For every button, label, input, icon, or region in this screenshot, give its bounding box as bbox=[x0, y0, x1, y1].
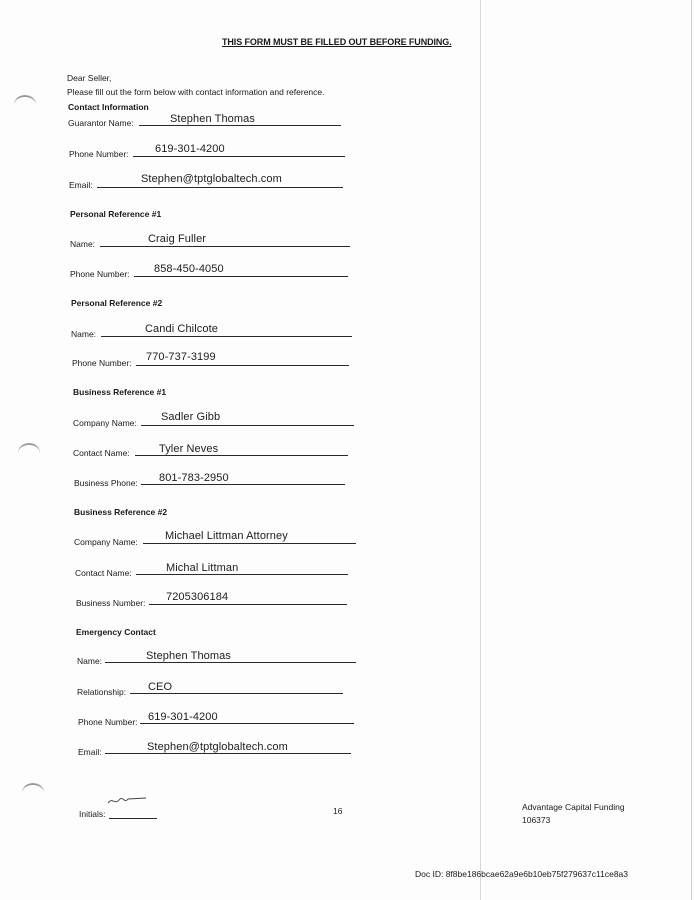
emergency-phone-label: Phone Number: bbox=[78, 717, 138, 727]
personal1-name-line bbox=[100, 246, 350, 247]
emergency-relationship-field[interactable]: CEO bbox=[148, 681, 173, 693]
binder-hole-top bbox=[14, 95, 36, 115]
business1-contact-line bbox=[135, 455, 348, 456]
personal1-phone-field[interactable]: 858-450-4050 bbox=[154, 263, 224, 275]
personal1-phone-label: Phone Number: bbox=[70, 269, 130, 279]
contact-phone-label: Phone Number: bbox=[69, 149, 129, 159]
emergency-phone-line bbox=[140, 723, 354, 724]
emergency-name-line bbox=[105, 662, 356, 663]
page-number: 16 bbox=[333, 806, 343, 816]
emergency-phone-field[interactable]: 619-301-4200 bbox=[148, 711, 218, 723]
form-title: THIS FORM MUST BE FILLED OUT BEFORE FUNDING. bbox=[222, 37, 452, 47]
section-heading-business-1: Business Reference #1 bbox=[73, 387, 167, 397]
business1-phone-field[interactable]: 801-783-2950 bbox=[159, 472, 229, 484]
business1-company-field[interactable]: Sadler Gibb bbox=[161, 411, 221, 423]
personal1-name-label: Name: bbox=[70, 239, 96, 249]
binder-hole-middle bbox=[18, 443, 40, 463]
instruction: Please fill out the form below with contact information and reference. bbox=[67, 87, 325, 97]
section-heading-personal-1: Personal Reference #1 bbox=[70, 209, 162, 219]
business2-contact-line bbox=[136, 574, 348, 575]
doc-id: Doc ID: 8f8be186bcae62a9e6b10eb75f279637c11ce8a3 bbox=[415, 869, 628, 879]
emergency-name-label: Name: bbox=[77, 656, 103, 666]
initials-field[interactable] bbox=[109, 818, 157, 819]
contact-phone-line bbox=[133, 156, 345, 157]
initials-label: Initials: bbox=[79, 809, 106, 819]
personal2-phone-label: Phone Number: bbox=[72, 358, 132, 368]
emergency-name-field[interactable]: Stephen Thomas bbox=[146, 650, 231, 662]
emergency-relationship-line bbox=[130, 693, 343, 694]
contact-email-field[interactable]: Stephen@tptglobaltech.com bbox=[141, 173, 282, 185]
business2-number-field[interactable]: 7205306184 bbox=[166, 591, 229, 603]
footer-company-id: 106373 bbox=[522, 815, 551, 825]
business2-contact-field[interactable]: Michal Littman bbox=[166, 562, 239, 574]
personal1-phone-line bbox=[134, 276, 348, 277]
emergency-relationship-label: Relationship: bbox=[77, 687, 127, 697]
section-heading-emergency: Emergency Contact bbox=[76, 627, 156, 637]
emergency-email-line bbox=[105, 753, 351, 754]
business1-company-label: Company Name: bbox=[73, 418, 137, 428]
business2-number-line bbox=[149, 604, 347, 605]
business2-number-label: Business Number: bbox=[76, 598, 146, 608]
page-fold-line bbox=[480, 0, 481, 900]
personal1-name-field[interactable]: Craig Fuller bbox=[148, 233, 207, 245]
contact-email-label: Email: bbox=[69, 180, 93, 190]
business1-phone-line bbox=[141, 484, 345, 485]
personal2-name-label: Name: bbox=[71, 329, 97, 339]
section-heading-personal-2: Personal Reference #2 bbox=[71, 298, 163, 308]
emergency-email-label: Email: bbox=[78, 747, 102, 757]
section-heading-business-2: Business Reference #2 bbox=[74, 507, 168, 517]
personal2-phone-line bbox=[136, 365, 349, 366]
business2-company-line bbox=[143, 543, 356, 544]
emergency-email-field[interactable]: Stephen@tptglobaltech.com bbox=[147, 741, 288, 753]
business1-contact-field[interactable]: Tyler Neves bbox=[159, 443, 219, 455]
contact-phone-field[interactable]: 619-301-4200 bbox=[155, 143, 225, 155]
page-edge bbox=[691, 0, 692, 900]
business1-phone-label: Business Phone: bbox=[74, 478, 138, 488]
personal2-name-field[interactable]: Candi Chilcote bbox=[145, 323, 218, 335]
greeting: Dear Seller, bbox=[67, 73, 112, 83]
guarantor-line bbox=[139, 125, 341, 126]
guarantor-label: Guarantor Name: bbox=[68, 118, 134, 128]
guarantor-name-field[interactable]: Stephen Thomas bbox=[170, 113, 255, 125]
footer-company: Advantage Capital Funding bbox=[522, 802, 625, 812]
binder-hole-bottom bbox=[22, 783, 44, 803]
personal2-phone-field[interactable]: 770-737-3199 bbox=[146, 351, 216, 363]
section-heading-contact: Contact Information bbox=[68, 102, 149, 112]
business2-company-field[interactable]: Michael Littman Attorney bbox=[165, 530, 288, 542]
business1-company-line bbox=[141, 425, 354, 426]
contact-email-line bbox=[97, 187, 343, 188]
initials-scribble-icon bbox=[106, 795, 148, 807]
personal2-name-line bbox=[101, 336, 352, 337]
business2-contact-label: Contact Name: bbox=[75, 568, 132, 578]
business1-contact-label: Contact Name: bbox=[73, 448, 130, 458]
business2-company-label: Company Name: bbox=[74, 537, 138, 547]
